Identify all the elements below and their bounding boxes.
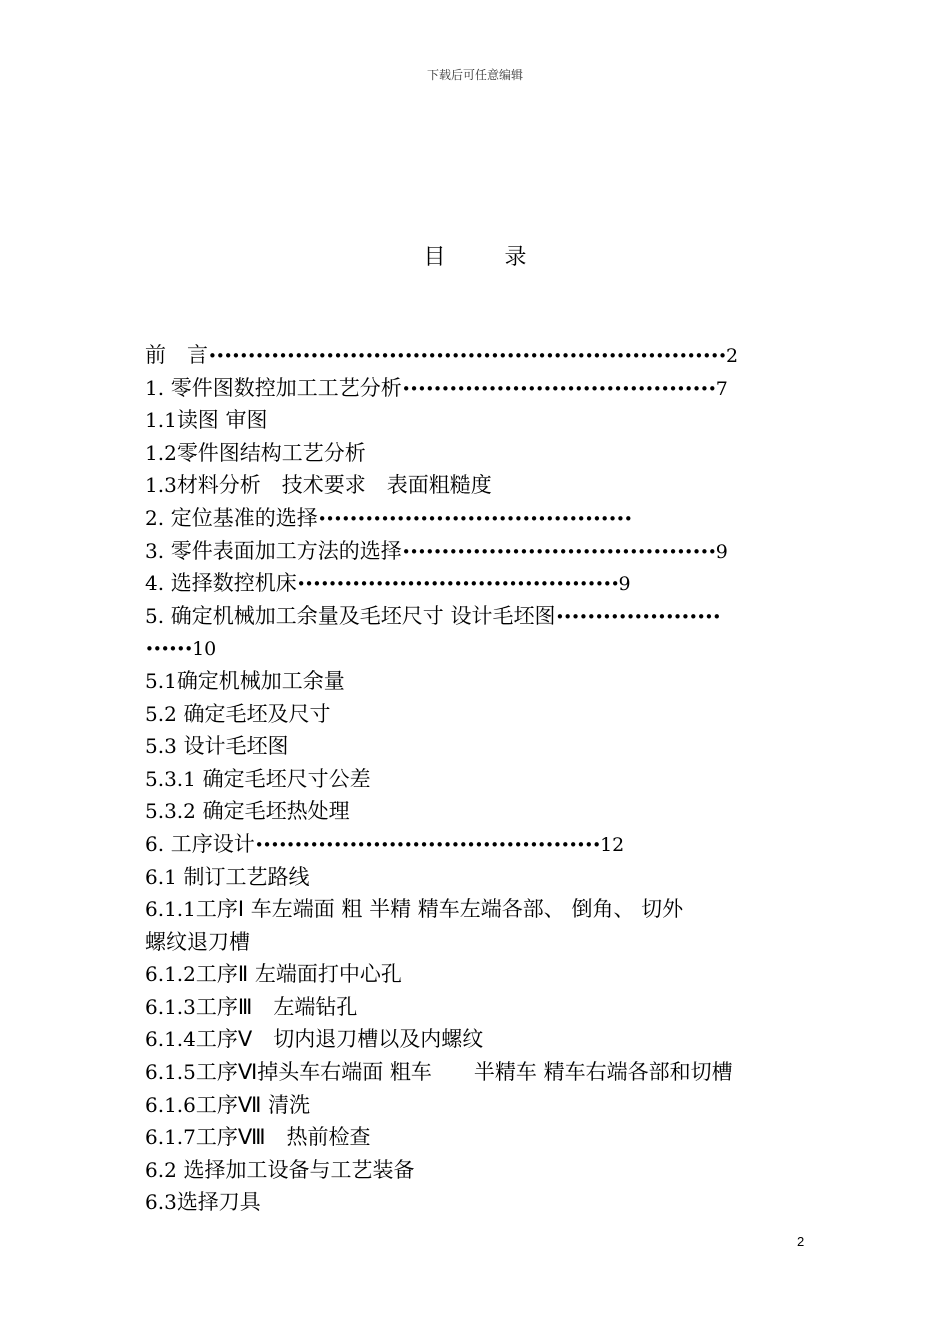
toc-leader-dots: •••••••••••••••••••••••••••••••••••••••••	[296, 575, 619, 594]
toc-entry[interactable]	[145, 632, 810, 665]
table-of-contents	[145, 339, 810, 1219]
toc-entry-title: 工序Ⅴ 切内退刀槽以及内螺纹	[195, 1027, 484, 1052]
toc-entry-title: 确定毛坯尺寸公差	[195, 766, 371, 791]
toc-leader-dots: ••••••••••••••••••••••••••••••••••••••••••••••••••••••••••••••••••	[208, 347, 726, 365]
toc-entry-number: 2.	[145, 505, 165, 530]
toc-entry[interactable]	[145, 600, 810, 633]
toc-entry-page: 10	[192, 638, 217, 661]
toc-entry[interactable]	[145, 372, 810, 405]
toc-entry-number: 1.2	[145, 440, 177, 465]
toc-entry[interactable]	[145, 1121, 810, 1154]
toc-entry-number: 6.1.4	[145, 1027, 196, 1052]
toc-entry[interactable]	[145, 893, 810, 926]
toc-entry-title: 前 言	[145, 343, 208, 367]
toc-entry[interactable]	[145, 828, 810, 861]
toc-entry-number: 1.1	[145, 408, 177, 433]
toc-entry-title: 螺纹退刀槽	[145, 929, 250, 954]
toc-entry[interactable]	[145, 1023, 810, 1056]
toc-entry[interactable]	[145, 1089, 810, 1122]
toc-leader-dots: ••••••	[145, 640, 193, 659]
toc-entry-title: 确定机械加工余量及毛坯尺寸 设计毛坯图	[164, 603, 556, 628]
toc-entry-page: 9	[715, 540, 728, 563]
toc-entry-number: 3.	[145, 538, 165, 563]
toc-entry-number: 6.	[145, 831, 165, 856]
toc-entry-number: 6.1.1	[145, 897, 196, 922]
toc-entry-page: 9	[618, 573, 631, 596]
toc-leader-dots: ••••••••••••••••••••••••••••••••••••••••••••	[254, 835, 601, 854]
toc-entry-number: 5.3.1	[145, 766, 196, 791]
toc-leader-dots: ••••••••••••••••••••••••••••••••••••••••	[317, 509, 632, 528]
toc-entry[interactable]	[145, 1056, 810, 1089]
toc-entry-number: 4.	[145, 571, 165, 596]
toc-entry[interactable]	[145, 958, 810, 991]
toc-entry[interactable]	[145, 698, 810, 731]
toc-entry-title: 设计毛坯图	[176, 734, 289, 759]
toc-entry-title: 零件图数控加工工艺分析	[164, 375, 402, 400]
toc-entry[interactable]	[145, 339, 810, 372]
toc-entry-number: 6.1.5	[145, 1060, 196, 1085]
toc-entry-number: 5.	[145, 603, 165, 628]
toc-leader-dots: ••••••••••••••••••••••••••••••••••••••••	[401, 542, 716, 561]
toc-entry[interactable]	[145, 1186, 810, 1219]
toc-entry-page: 2	[725, 345, 739, 367]
toc-entry-title: 工序Ⅶ 清洗	[195, 1092, 311, 1117]
toc-entry-number: 5.1	[145, 668, 177, 693]
toc-entry-number: 5.2	[145, 701, 177, 726]
toc-entry[interactable]	[145, 665, 810, 698]
toc-entry-number: 6.1.7	[145, 1125, 196, 1150]
toc-entry[interactable]	[145, 795, 810, 828]
toc-entry-title: 工序设计	[164, 831, 255, 856]
toc-entry-number: 5.3.2	[145, 799, 196, 824]
toc-entry-title: 零件表面加工方法的选择	[164, 538, 402, 563]
toc-entry[interactable]	[145, 567, 810, 600]
toc-entry-title: 零件图结构工艺分析	[176, 440, 366, 465]
toc-entry-number: 6.1.6	[145, 1092, 196, 1117]
toc-entry-page: 7	[715, 377, 728, 400]
toc-entry[interactable]	[145, 763, 810, 796]
toc-entry[interactable]	[145, 535, 810, 568]
toc-entry-title: 确定毛坯及尺寸	[176, 701, 331, 726]
toc-entry-page: 12	[600, 833, 625, 856]
toc-entry[interactable]	[145, 469, 810, 502]
toc-entry[interactable]	[145, 730, 810, 763]
toc-entry-number: 6.1.2	[145, 962, 196, 987]
toc-entry[interactable]	[145, 404, 810, 437]
toc-entry-title: 制订工艺路线	[176, 864, 310, 889]
toc-leader-dots: •••••••••••••••••••••	[555, 607, 721, 626]
toc-entry-title: 工序Ⅰ 车左端面 粗 半精 精车左端各部、 倒角、 切外	[195, 897, 684, 922]
toc-entry-title: 选择加工设备与工艺装备	[176, 1157, 415, 1182]
toc-entry-title: 工序Ⅱ 左端面打中心孔	[195, 962, 402, 987]
toc-entry-number: 6.2	[145, 1157, 177, 1182]
toc-entry[interactable]	[145, 437, 810, 470]
toc-entry-title: 定位基准的选择	[164, 505, 318, 530]
toc-entry[interactable]	[145, 1154, 810, 1187]
toc-entry-number: 6.1	[145, 864, 177, 889]
toc-entry-number: 1.3	[145, 473, 177, 498]
toc-entry[interactable]	[145, 861, 810, 894]
toc-entry-title: 工序Ⅵ掉头车右端面 粗车 半精车 精车右端各部和切槽	[195, 1060, 733, 1085]
toc-entry-title: 确定毛坯热处理	[195, 799, 350, 824]
toc-entry-title: 材料分析 技术要求 表面粗糙度	[176, 473, 492, 498]
toc-entry-title: 选择数控机床	[164, 571, 297, 596]
toc-entry[interactable]	[145, 502, 810, 535]
page-title: 目 录	[423, 245, 553, 270]
toc-entry-number: 6.1.3	[145, 994, 196, 1019]
page-number: 2	[797, 1234, 805, 1249]
toc-entry-number: 1.	[145, 375, 165, 400]
toc-entry-title: 工序Ⅲ 左端钻孔	[195, 994, 358, 1019]
toc-entry-title: 工序Ⅷ 热前检查	[195, 1125, 371, 1150]
toc-entry-title: 选择刀具	[176, 1190, 261, 1215]
toc-entry-number: 5.3	[145, 734, 177, 759]
toc-entry-title: 读图 审图	[176, 408, 268, 433]
toc-entry[interactable]	[145, 991, 810, 1024]
toc-entry[interactable]	[145, 926, 810, 959]
toc-entry-number: 6.3	[145, 1190, 177, 1215]
toc-leader-dots: ••••••••••••••••••••••••••••••••••••••••	[401, 379, 716, 398]
toc-entry-title: 确定机械加工余量	[176, 668, 345, 693]
header-note: 下载后可任意编辑	[426, 68, 523, 82]
